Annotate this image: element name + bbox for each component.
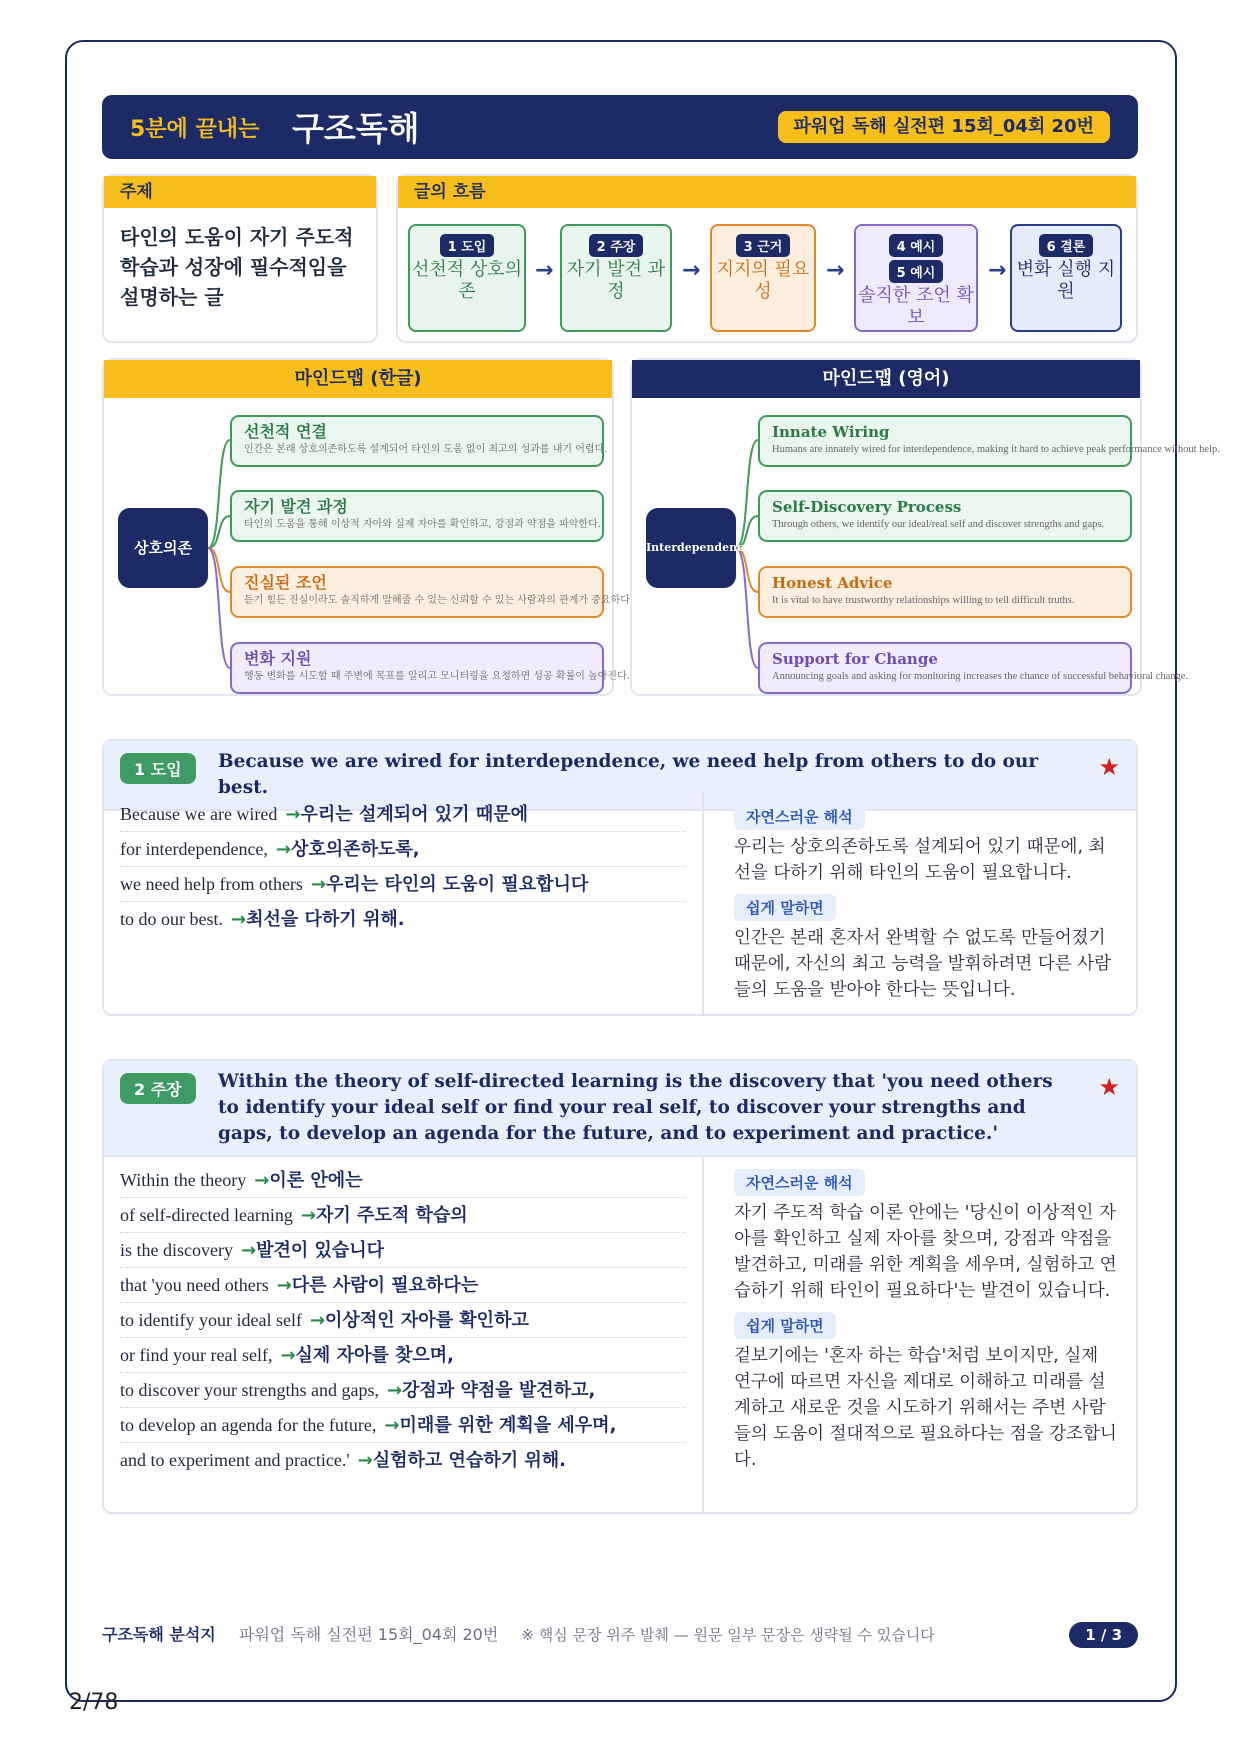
arrow-icon: → [231,909,247,930]
mindmap-node-desc: Through others, we identify our ideal/real self and discover strengths and gaps. [772,519,1105,530]
chunk-english: or find your real self, [120,1345,273,1365]
chunk-korean: 자기 주도적 학습의 [316,1205,468,1226]
chunk-row [120,1338,686,1373]
chunk-english: Within the theory [120,1170,247,1190]
source-badge: 파워업 독해 실전편 15회_04회 20번 [778,111,1110,143]
flow-arrow-icon: → [826,258,845,283]
chunk-english: to develop an agenda for the future, [120,1415,377,1435]
arrow-icon: → [309,1310,326,1331]
flow-step-label: 솔직한 조언 확보 [858,285,974,328]
flow-step-4 [854,224,978,332]
mindmap-node [230,490,604,542]
chunk-row [120,832,686,867]
mindmap-english-label: 마인드맵 (영어) [632,360,1140,398]
chunk-english: is the discovery [120,1240,233,1260]
chunk-list [104,1157,704,1512]
footer [102,1620,1138,1650]
chunk-row [120,1198,686,1233]
section-body [104,791,1136,1014]
mindmap-node [758,415,1220,467]
mindmap-node [758,642,1189,694]
simple-explanation: 인간은 본래 혼자서 완벽할 수 없도록 만들어졌기 때문에, 자신의 최고 능력을 발휘하려면 다른 사람들의 도움을 받아야 한다는 뜻입니다. [734,928,1112,1000]
flow-step-tag: 5 예시 [889,260,944,283]
natural-translation-label: 자연스러운 해석 [734,803,865,830]
mindmap-root: 상호의존 [118,508,208,588]
arrow-icon: → [384,1415,400,1436]
mindmap-node-desc: Humans are innately wired for interdependence, making it hard to achieve peak performance without help. [772,444,1220,455]
footer-subtitle: 파워업 독해 실전편 15회_04회 20번 [238,1625,499,1644]
chunk-korean: 강점과 약점을 발견하고, [402,1380,596,1401]
mindmap-node-desc: It is vital to have trustworthy relationships willing to tell difficult truths. [772,595,1075,606]
flow-step-tag: 4 예시 [889,234,944,257]
simple-explanation-label: 쉽게 말하면 [734,894,836,921]
sentence-section-2 [102,1059,1138,1514]
page-indicator: 1 / 3 [1069,1622,1138,1648]
footer-note: ※ 핵심 문장 위주 발췌 — 원문 일부 문장은 생략될 수 있습니다 [521,1626,935,1644]
flow-step-label: 변화 실행 지원 [1016,259,1116,302]
key-sentence: Because we are wired for interdependence, we need help from others to do our best. [218,751,1039,798]
section-tag: 1 도입 [120,753,196,784]
chunk-english: for interdependence, [120,839,268,859]
chunk-english: of self-directed learning [120,1205,293,1225]
chunk-row [120,1408,686,1443]
flow-step-label: 자기 발견 과정 [566,259,666,302]
arrow-icon: → [386,1380,403,1401]
flow-arrow-icon: → [682,258,701,283]
chunk-korean: 우리는 타인의 도움이 필요합니다 [326,874,589,895]
chunk-korean: 실제 자아를 찾으며, [295,1345,455,1366]
flow-step-tag: 3 근거 [736,234,791,257]
mindmap-node-title: 진실된 조언 [244,573,327,592]
flow-step-2 [560,224,672,332]
explanation-panel [718,791,1136,1014]
chunk-korean: 이상적인 자아를 확인하고 [325,1310,529,1331]
mindmap-korean-label: 마인드맵 (한글) [104,360,612,398]
mindmap-korean [102,358,634,696]
arrow-icon: → [276,1275,292,1296]
natural-translation-label: 자연스러운 해석 [734,1169,865,1196]
topic-label: 주제 [104,176,376,208]
flow-label: 글의 흐름 [398,176,1136,208]
section-body [104,1157,1136,1512]
chunk-korean: 상호의존하도록, [291,839,420,860]
chunk-list [104,791,704,1014]
simple-explanation: 겉보기에는 '혼자 하는 학습'처럼 보이지만, 실제 연구에 따르면 자신을 제대로 이해하고 미래를 설계하고 새로운 것을 시도하기 위해서는 주변 사람들의 도움이 절대적으로 필요하다는 점을 강조합니다. [734,1346,1117,1470]
footer-title: 구조독해 분석지 [102,1625,216,1644]
star-icon: ★ [1098,753,1120,781]
mindmap-node-desc: 듣기 힘든 진실이라도 솔직하게 말해줄 수 있는 신뢰할 수 있는 사람과의 관계가 중요하다. [244,595,634,606]
flow-box [396,174,1138,343]
mindmap-node-desc: 인간은 본래 상호의존하도록 설계되어 타인의 도움 없이 최고의 성과를 내기 어렵다. [244,444,608,455]
chunk-row [120,797,686,832]
section-tag: 2 주장 [120,1073,196,1104]
chunk-english: to identify your ideal self [120,1310,302,1330]
arrow-icon: → [280,1345,296,1366]
mindmap-node [230,415,608,467]
chunk-english: Because we are wired [120,804,278,824]
flow-step-5 [1010,224,1122,332]
chunk-row [120,1443,686,1478]
mindmap-node [758,566,1132,618]
chunk-english: to discover your strengths and gaps, [120,1380,379,1400]
arrow-icon: → [240,1240,257,1261]
mindmap-node-desc: Announcing goals and asking for monitoring increases the chance of successful behavioral change. [772,671,1189,682]
page-counter: 2/78 [69,1690,119,1715]
mindmap-node-title: Self-Discovery Process [772,498,962,516]
mindmap-node [758,490,1132,542]
arrow-icon: → [254,1170,270,1191]
mindmap-node-title: 선천적 연결 [244,422,327,441]
mindmap-root: Interdependence [646,508,736,588]
arrow-icon: → [300,1205,317,1226]
flow-arrow-icon: → [988,258,1007,283]
mindmap-node-title: Innate Wiring [772,423,890,441]
chunk-english: to do our best. [120,909,223,929]
chunk-row [120,867,686,902]
chunk-korean: 다른 사람이 필요하다는 [291,1275,479,1296]
chunk-korean: 발견이 있습니다 [256,1240,385,1261]
chunk-korean: 최선을 다하기 위해. [246,909,405,930]
mindmap-node [230,566,634,618]
chunk-row [120,1268,686,1303]
arrow-icon: → [357,1450,373,1471]
mindmap-node-title: 변화 지원 [244,649,312,668]
topic-box [102,174,378,343]
chunk-row [120,1163,686,1198]
mindmap-node-desc: 타인의 도움을 통해 이상적 자아와 실제 자아를 확인하고, 강점과 약점을 파악한다. [244,519,601,530]
section-header [104,1061,1136,1157]
arrow-icon: → [310,874,327,895]
chunk-english: we need help from others [120,874,303,894]
header-banner [102,95,1138,159]
brand-text: 5분에 끝내는 [130,117,260,142]
mindmap-english [630,358,1220,696]
simple-explanation-label: 쉽게 말하면 [734,1312,836,1339]
natural-translation: 자기 주도적 학습 이론 안에는 '당신이 이상적인 자아를 확인하고 실제 자아를 찾으며, 강점과 약점을 발견하고, 미래를 위한 계획을 세우며, 실험하고 연습하기 위해 타인이 필요하다'는 발견이 있습니다. [734,1203,1117,1301]
page-title: 구조독해 [292,109,420,148]
chunk-english: that 'you need others [120,1275,269,1295]
star-icon: ★ [1098,1073,1120,1101]
flow-step-tag: 6 결론 [1039,234,1094,257]
chunk-korean: 미래를 위한 계획을 세우며, [399,1415,617,1436]
chunk-row [120,1373,686,1408]
mindmap-node [230,642,630,694]
topic-text: 타인의 도움이 자기 주도적 학습과 성장에 필수적임을 설명하는 글 [120,225,354,309]
key-sentence: Within the theory of self-directed learning is the discovery that 'you need others to identify your ideal self or find your real self, to discover your strengths and gaps, to develop an agenda for the future, and to experiment and practice.' [218,1071,1053,1144]
flow-step-tag: 1 도입 [440,234,495,257]
mindmap-node-title: Support for Change [772,650,938,668]
chunk-row [120,1233,686,1268]
mindmap-node-title: Honest Advice [772,574,893,592]
chunk-row [120,1303,686,1338]
natural-translation: 우리는 상호의존하도록 설계되어 있기 때문에, 최선을 다하기 위해 타인의 도움이 필요합니다. [734,837,1106,883]
flow-arrow-icon: → [535,258,554,283]
flow-step-tag: 2 주장 [589,234,644,257]
chunk-korean: 실험하고 연습하기 위해. [372,1450,566,1471]
chunk-korean: 우리는 설계되어 있기 때문에 [300,804,528,825]
flow-step-1 [408,224,526,332]
flow-step-label: 지지의 필요성 [716,259,810,302]
explanation-panel [718,1157,1136,1512]
arrow-icon: → [275,839,292,860]
chunk-english: and to experiment and practice.' [120,1450,350,1470]
arrow-icon: → [285,804,301,825]
chunk-korean: 이론 안에는 [269,1170,363,1191]
flow-step-label: 선천적 상호의존 [411,259,523,302]
mindmap-node-title: 자기 발견 과정 [244,497,348,516]
flow-step-3 [710,224,816,332]
sentence-section-1 [102,739,1138,1016]
mindmap-node-desc: 행동 변화를 시도할 때 주변에 목표를 알리고 모니터링을 요청하면 성공 확률이 높아진다. [244,671,630,682]
chunk-row [120,902,686,937]
